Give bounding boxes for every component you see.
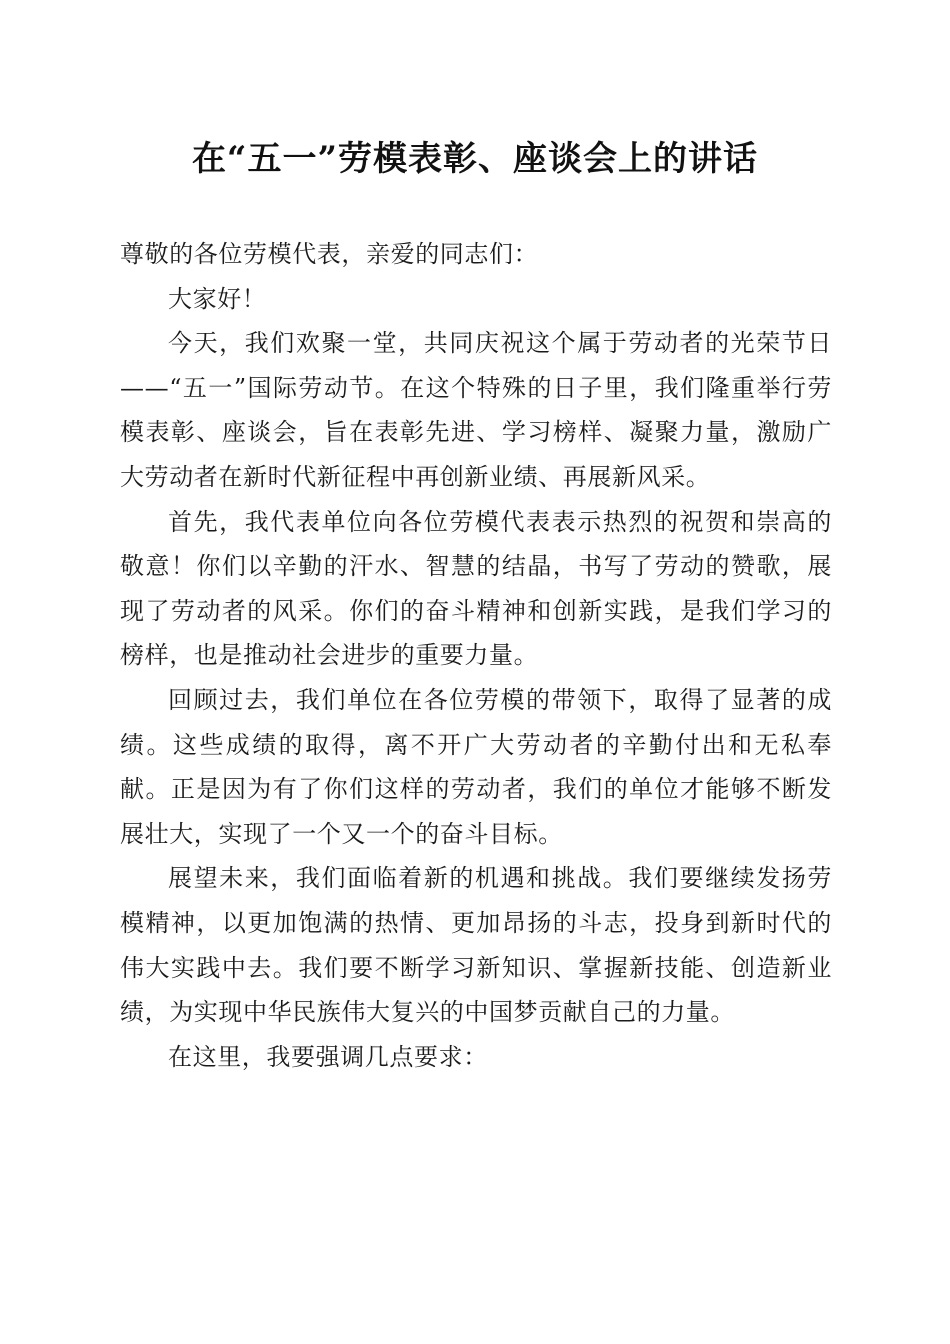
greeting: 大家好！ bbox=[168, 284, 267, 313]
document-body bbox=[120, 232, 832, 1079]
paragraph-3: 回顾过去，我们单位在各位劳模的带领下，取得了显著的成绩。这些成绩的取得，离不开广大劳动者的辛勤付出和无私奉献。正是因为有了你们这样的劳动者，我们的单位才能够不断发展壮大，实现了一个又一个的奋斗目标。 bbox=[120, 685, 832, 848]
salutation: 尊敬的各位劳模代表，亲爱的同志们： bbox=[120, 240, 539, 268]
document-title: 在“五一”劳模表彰、座谈会上的讲话 bbox=[191, 139, 759, 179]
paragraph-5: 在这里，我要强调几点要求： bbox=[168, 1042, 488, 1071]
paragraph-4: 展望未来，我们面临着新的机遇和挑战。我们要继续发扬劳模精神，以更加饱满的热情、更加昂扬的斗志，投身到新时代的伟大实践中去。我们要不断学习新知识、掌握新技能、创造新业绩，为实现中华民族伟大复兴的中国梦贡献自己的力量。 bbox=[120, 864, 832, 1027]
paragraph-1: 今天，我们欢聚一堂，共同庆祝这个属于劳动者的光荣节日——“五一”国际劳动节。在这个特殊的日子里，我们隆重举行劳模表彰、座谈会，旨在表彰先进、学习榜样、凝聚力量，激励广大劳动者在新时代新征程中再创新业绩、再展新风采。 bbox=[120, 329, 832, 491]
paragraph-2: 首先，我代表单位向各位劳模代表表示热烈的祝贺和崇高的敬意！你们以辛勤的汗水、智慧的结晶，书写了劳动的赞歌，展现了劳动者的风采。你们的奋斗精神和创新实践，是我们学习的榜样，也是推动社会进步的重要力量。 bbox=[120, 507, 832, 670]
